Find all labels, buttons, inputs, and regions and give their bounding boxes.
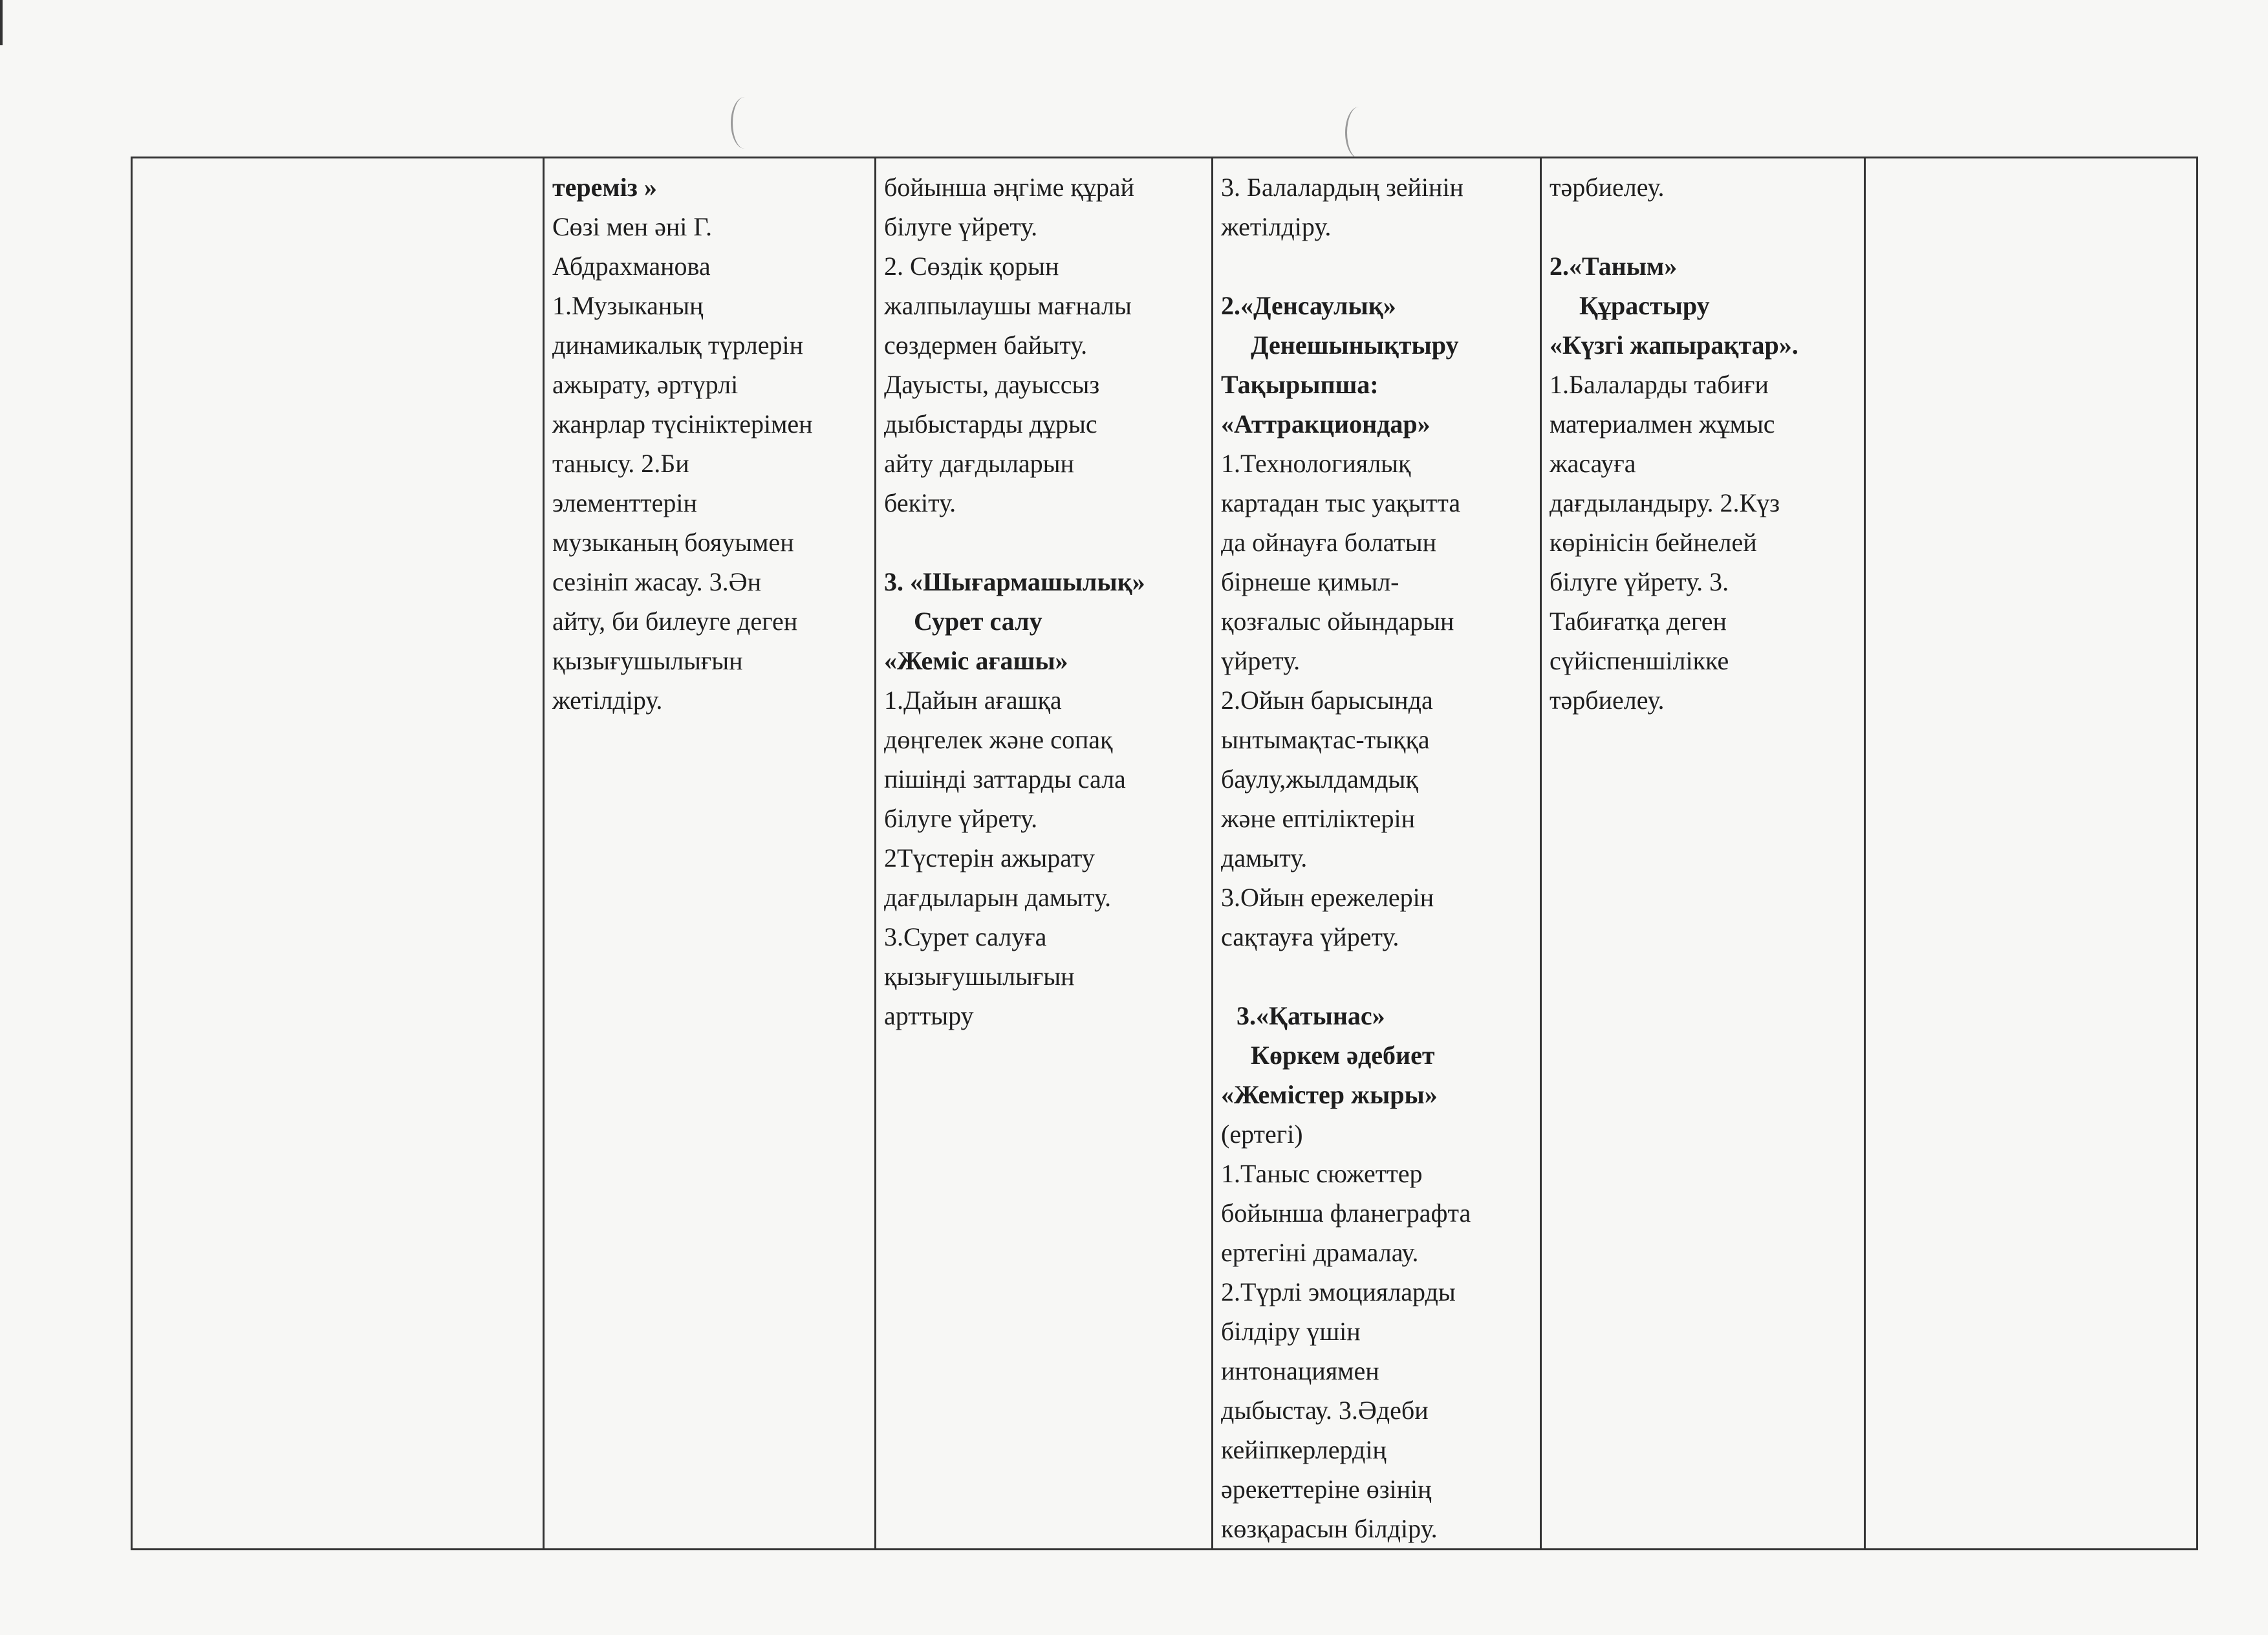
table-row bbox=[132, 158, 2198, 1550]
punch-hole-mark bbox=[731, 97, 759, 149]
table-cell-empty-left bbox=[132, 158, 544, 1550]
text-line: дыбыстау. 3.Әдеби bbox=[1221, 1396, 1429, 1425]
text-line: 1.Музыканың bbox=[552, 291, 704, 320]
text-line: сезініп жасау. 3.Ән bbox=[552, 567, 761, 596]
text-line: 2. Сөздік қорын bbox=[884, 252, 1059, 281]
text-line: Абдрахманова bbox=[552, 252, 711, 281]
text-line: Сөзі мен әні Г. bbox=[552, 212, 712, 241]
text-line: көзқарасын білдіру. bbox=[1221, 1514, 1438, 1543]
text-line: көрінісін бейнелей bbox=[1550, 528, 1757, 557]
text-line: ынтымақтас-тыққа bbox=[1221, 725, 1430, 754]
text-line: жанрлар түсініктерімен bbox=[552, 409, 813, 439]
text-line: айту дағдыларын bbox=[884, 449, 1074, 478]
section-topic: «Күзгі жапырақтар». bbox=[1550, 330, 1798, 360]
text-line: материалмен жұмыс bbox=[1550, 409, 1775, 439]
table-cell-music bbox=[544, 158, 876, 1550]
text-line: дамыту. bbox=[1221, 843, 1308, 872]
text-line: дыбыстарды дұрыс bbox=[884, 409, 1097, 439]
text-line: жасауға bbox=[1550, 449, 1636, 478]
section-subject: Сурет салу bbox=[914, 607, 1042, 636]
lesson-plan-table bbox=[131, 157, 2198, 1550]
text-line: сақтауға үйрету. bbox=[1221, 922, 1399, 951]
text-line: интонациямен bbox=[1221, 1356, 1379, 1385]
text-line: дөңгелек және сопақ bbox=[884, 725, 1113, 754]
text-line: тәрбиелеу. bbox=[1550, 173, 1665, 202]
section-heading: 2.«Таным» bbox=[1550, 252, 1678, 281]
section-heading: 2.«Денсаулық» bbox=[1221, 291, 1396, 320]
punch-hole-mark bbox=[1345, 107, 1373, 158]
text-line: динамикалық түрлерін bbox=[552, 330, 804, 360]
text-line: 1.Технологиялық bbox=[1221, 449, 1411, 478]
text-line: 1.Дайын ағашқа bbox=[884, 686, 1062, 715]
text-line: қозғалыс ойындарын bbox=[1221, 607, 1454, 636]
text-line: 2.Түрлі эмоцияларды bbox=[1221, 1277, 1456, 1306]
text-line: білуге үйрету. bbox=[884, 212, 1038, 241]
text-line: білуге үйрету. 3. bbox=[1550, 567, 1729, 596]
table-cell-cognition bbox=[1541, 158, 1865, 1550]
text-line: тереміз » bbox=[552, 173, 657, 202]
table-cell-empty-right bbox=[1865, 158, 2198, 1550]
text-line: музыканың бояуымен bbox=[552, 528, 794, 557]
text-line: бекіту. bbox=[884, 488, 956, 517]
text-line: қызығушылығын bbox=[884, 962, 1075, 991]
text-line: 2.Ойын барысында bbox=[1221, 686, 1433, 715]
section-topic: «Аттракциондар» bbox=[1221, 409, 1431, 439]
text-line: элементтерін bbox=[552, 488, 697, 517]
text-line: 3.Сурет салуға bbox=[884, 922, 1047, 951]
table-cell-creativity bbox=[876, 158, 1213, 1550]
text-line: кейіпкерлердің bbox=[1221, 1435, 1387, 1464]
text-line: 2Түстерін ажырату bbox=[884, 843, 1095, 872]
text-line: 3. Балалардың зейінін bbox=[1221, 173, 1463, 202]
text-line: Дауысты, дауыссыз bbox=[884, 370, 1100, 399]
section-heading: 3. «Шығармашылық» bbox=[884, 567, 1145, 596]
text-line: бірнеше қимыл- bbox=[1221, 567, 1399, 596]
text-line: айту, би билеуге деген bbox=[552, 607, 798, 636]
text-line: тәрбиелеу. bbox=[1550, 686, 1665, 715]
section-topic: «Жемістер жыры» bbox=[1221, 1080, 1438, 1109]
text-line: ертегіні драмалау. bbox=[1221, 1238, 1419, 1267]
scan-edge-mark bbox=[0, 0, 3, 45]
text-line: сүйіспеншілікке bbox=[1550, 646, 1729, 675]
table-cell-health-communication bbox=[1213, 158, 1541, 1550]
text-line: 1.Таныс сюжеттер bbox=[1221, 1159, 1423, 1188]
text-line: (ертегі) bbox=[1221, 1120, 1303, 1149]
text-line: да ойнауға болатын bbox=[1221, 528, 1437, 557]
text-line: пішінді заттарды сала bbox=[884, 764, 1126, 794]
text-line: дағдыландыру. 2.Күз bbox=[1550, 488, 1780, 517]
text-line: білдіру үшін bbox=[1221, 1317, 1361, 1346]
text-line: сөздермен байыту. bbox=[884, 330, 1088, 360]
text-line: ажырату, әртүрлі bbox=[552, 370, 739, 399]
text-line: әрекеттеріне өзінің bbox=[1221, 1475, 1432, 1504]
section-label: Тақырыпша: bbox=[1221, 370, 1379, 399]
text-line: жалпылаушы мағналы bbox=[884, 291, 1132, 320]
text-line: Табиғатқа деген bbox=[1550, 607, 1727, 636]
section-subject: Құрастыру bbox=[1579, 291, 1710, 320]
text-line: картадан тыс уақытта bbox=[1221, 488, 1461, 517]
text-line: үйрету. bbox=[1221, 646, 1301, 675]
text-line: танысу. 2.Би bbox=[552, 449, 689, 478]
text-line: арттыру bbox=[884, 1001, 974, 1030]
text-line: 1.Балаларды табиғи bbox=[1550, 370, 1769, 399]
text-line: 3.Ойын ережелерін bbox=[1221, 883, 1434, 912]
section-topic: «Жеміс ағашы» bbox=[884, 646, 1068, 675]
text-line: баулу,жылдамдық bbox=[1221, 764, 1418, 794]
section-heading: 3.«Қатынас» bbox=[1237, 1001, 1385, 1030]
text-line: дағдыларын дамыту. bbox=[884, 883, 1111, 912]
text-line: және ептіліктерін bbox=[1221, 804, 1416, 833]
text-line: жетілдіру. bbox=[552, 686, 663, 715]
section-subject: Көркем әдебиет bbox=[1251, 1041, 1435, 1070]
text-line: жетілдіру. bbox=[1221, 212, 1332, 241]
text-line: бойынша әңгіме құрай bbox=[884, 173, 1134, 202]
text-line: білуге үйрету. bbox=[884, 804, 1038, 833]
text-line: бойынша фланеграфта bbox=[1221, 1198, 1471, 1228]
section-subject: Денешынықтыру bbox=[1251, 330, 1459, 360]
text-line: қызығушылығын bbox=[552, 646, 743, 675]
